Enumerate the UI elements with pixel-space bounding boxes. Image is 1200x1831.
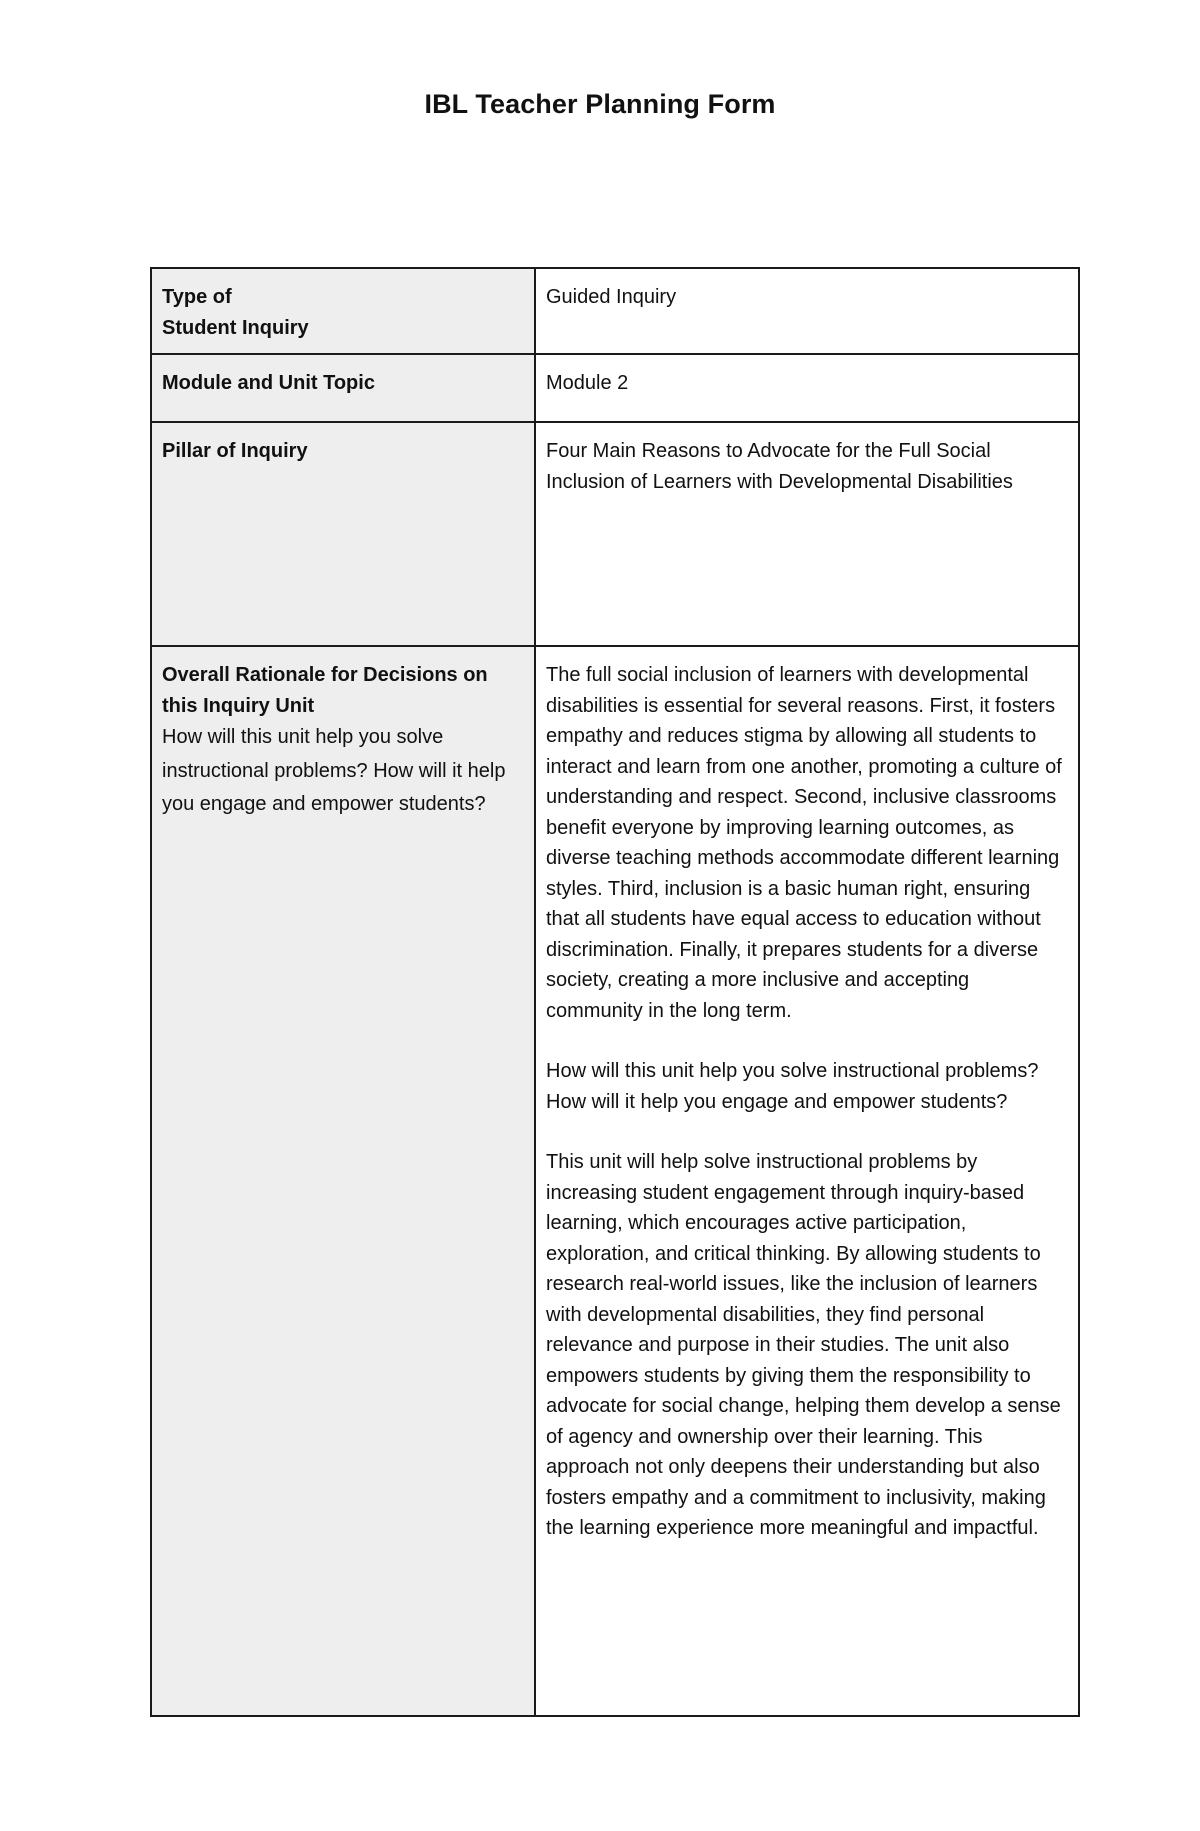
row-module-topic: [151, 354, 1079, 422]
rationale-question-repeat: How will this unit help you solve instructional problems? How will it help you engage and empower students?: [546, 1060, 1039, 1113]
label-pillar-text: Pillar of Inquiry: [162, 440, 308, 462]
planning-form-table: [150, 267, 1080, 1717]
value-pillar-of-inquiry: Four Main Reasons to Advocate for the Full Social Inclusion of Learners with Developmental Disabilities: [535, 422, 1079, 646]
label-pillar-of-inquiry: [151, 422, 535, 646]
value-type-of-inquiry: Guided Inquiry: [535, 268, 1079, 354]
row-type-of-inquiry: [151, 268, 1079, 354]
label-rationale-question: How will this unit help you solve instructional problems? How will it help you engage and empower students?: [162, 726, 506, 815]
value-overall-rationale: [535, 646, 1079, 1716]
label-module-topic-text: Module and Unit Topic: [162, 372, 375, 394]
page-title: IBL Teacher Planning Form: [424, 89, 776, 119]
label-rationale-heading: Overall Rationale for Decisions on this Inquiry Unit: [162, 664, 488, 717]
label-type-of-inquiry: [151, 268, 535, 354]
row-pillar-of-inquiry: [151, 422, 1079, 646]
label-module-topic: [151, 354, 535, 422]
row-overall-rationale: [151, 646, 1079, 1716]
label-overall-rationale: [151, 646, 535, 1716]
value-module-topic: Module 2: [535, 354, 1079, 422]
label-type-of-line2: Student Inquiry: [162, 316, 309, 339]
rationale-paragraph-2: This unit will help solve instructional problems by increasing student engagement through inquiry-based learning, which encourages active participation, exploration, and critical thinking. By allowing students to research real-world issues, like the inclusion of learners with developmental disabilities, they find personal relevance and purpose in their studies. The unit also empowers students by giving them the responsibility to advocate for social change, helping them develop a sense of agency and ownership over their learning. This approach not only deepens their understanding but also fosters empathy and a commitment to inclusivity, making the learning experience more meaningful and impactful.: [546, 1151, 1061, 1539]
rationale-paragraph-1: The full social inclusion of learners with developmental disabilities is essential for several reasons. First, it fosters empathy and reduces stigma by allowing all students to interact and learn from one another, promoting a culture of understanding and respect. Second, inclusive classrooms benefit everyone by improving learning outcomes, as diverse teaching methods accommodate different learning styles. Third, inclusion is a basic human right, ensuring that all students have equal access to education without discrimination. Finally, it prepares students for a diverse society, creating a more inclusive and accepting community in the long term.: [546, 664, 1062, 1022]
label-type-of-line1: Type of: [162, 286, 232, 308]
